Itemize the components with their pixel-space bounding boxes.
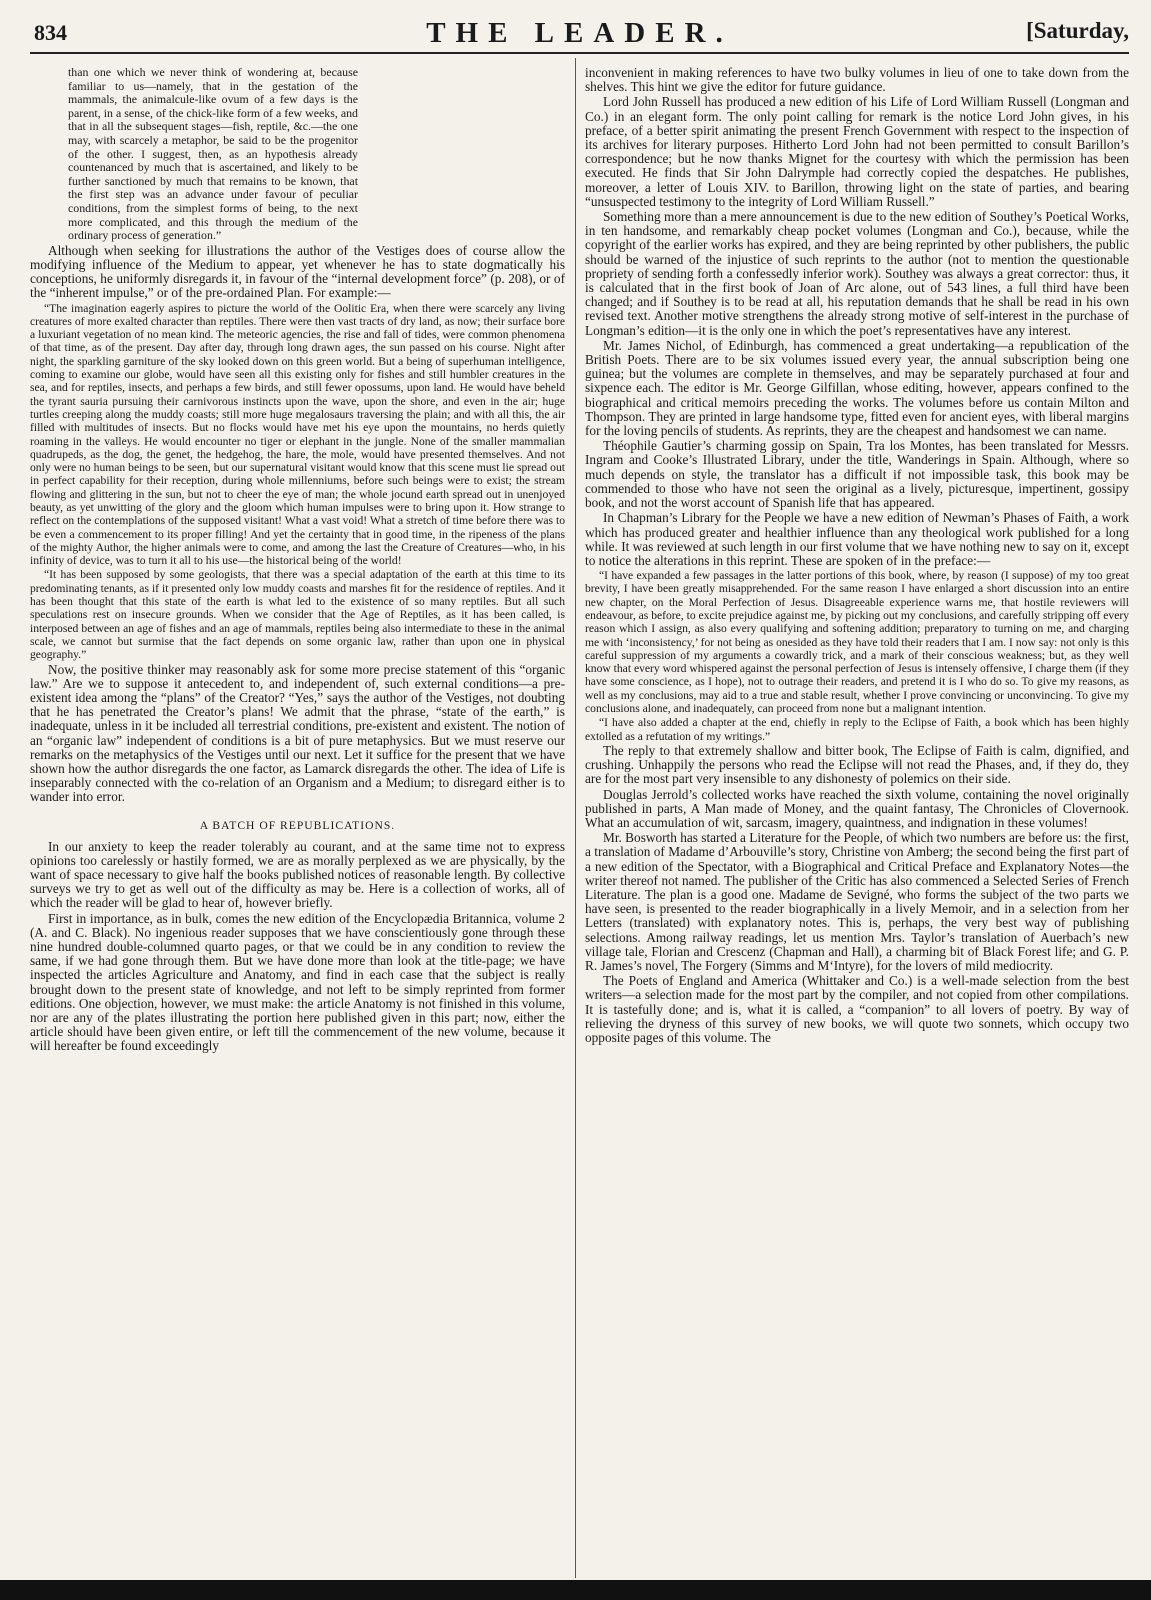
paragraph: The reply to that extremely shallow and bitter book, The Eclipse of Faith is calm, dignified, and crushing. Unhappily the persons who read the Eclipse will not read the Phases, and, if they do, they are for the most part very insensible to any dishonesty of polemics on their side. — [585, 742, 1129, 787]
paragraph: Mr. James Nichol, of Edinburgh, has commenced a great undertaking—a republication of the British Poets. There are to be six volumes issued every year, the annual subscription being one guinea; but the volumes are complete in themselves, and may be separately purchased at four and sixpence each. The editor is Mr. George Gilfillan, whose editing, however, appears confined to the biographical and critical memoirs preceding the works. The volumes before us contain Milton and Thompson. They are printed in large handsome type, fitted even for ancient eyes, with liberal margins for the loving pencils of students. As reprints, they are the cheapest and handsomest we can name. — [585, 337, 1129, 439]
paragraph: In our anxiety to keep the reader tolerably au courant, and at the same time not to express opinions too carelessly or hastily formed, we are as morally perplexed as we are physically, by the want of space necessary to give half the books published notices of reasonable length. By collective surveys we try to get as well out of the difficulty as may be. Here is a collection of works, all of which the reader will be glad to hear of, however briefly. — [30, 838, 565, 911]
paragraph: Théophile Gautier’s charming gossip on Spain, Tra los Montes, has been translated for Messrs. Ingram and Cooke’s Illustrated Library, under the title, Wanderings in Spain. Although, where so much depends on style, the translator has a difficult if not impossible task, this book may be commended to those who have not seen the original as a lively, picturesque, impertinent, gossipy book, and not the worst account of Spanish life that has appeared. — [585, 438, 1129, 511]
block-quote: “It has been supposed by some geologists, that there was a special adaptation of the earth at this time to its predominating tenants, as if it presented only low muddy coasts and marshes fit for the residence of reptiles. And it has been thought that this state of the earth is what led to the existence of so many reptiles. But all such speculations rest on insecure grounds. When we consider that the Age of Reptiles, as it has been called, is interposed between an age of fishes and an age of mammals, reptiles being also intermediate to these in the animal scale, we cannot but surmise that the fact depends on some organic law, rather than upon one in physical geography.” — [30, 568, 565, 662]
section-heading: A BATCH OF REPUBLICATIONS. — [199, 818, 396, 832]
paragraph: In Chapman’s Library for the People we have a new edition of Newman’s Phases of Faith, a work which has produced greater and healthier influence than any theological work published for a long while. It was reviewed at such length in our first volume that we have nothing new to say on it, except to notice the alterations in this reprint. These are spoken of in the preface:— — [585, 510, 1129, 568]
page-header — [30, 14, 1129, 48]
paragraph: Something more than a mere announcement is due to the new edition of Southey’s Poetical Works, in ten handsome, and remarkably cheap pocket volumes (Longman and Co.), because, while the copyright of the earlier works has expired, and they are being reprinted by other publishers, the public should be warned of the injustice of such reprints to the author (not to mention the questionable propriety of sending forth a confessedly inferior work). Southey was always a great corrector: thus, it is calculated that in the first book of Joan of Arc alone, out of 543 lines, a full third have been changed; and if Southey is to be read at all, his reputation demands that he shall be read in his own revised text. Another motive strengthens the already strong motive of self-interest in the purchase of Longman’s edition—it is the only one in which the poet’s representatives have any interest. — [585, 209, 1129, 338]
left-column — [30, 66, 565, 1578]
issue-day: [Saturday, — [1026, 18, 1129, 43]
scan-bottom-edge — [0, 1580, 1151, 1600]
paragraph: Douglas Jerrold’s collected works have reached the sixth volume, containing the novel originally published in parts, A Man made of Money, and the quaint fantasy, The Chronicles of Clovernook. What an accumulation of wit, sarcasm, imagery, quaintness, and indignation in these volumes! — [585, 786, 1129, 830]
right-column — [585, 66, 1129, 1578]
paragraph: First in importance, as in bulk, comes the new edition of the Encyclopædia Britannica, volume 2 (A. and C. Black). No ingenious reader supposes that we have conscientiously gone through these nine hundred double-columned quarto pages, or that we could be in any condition to review the same, if we had gone through them. But we have done more than look at the title-page; we have inspected the articles Agriculture and Anatomy, and find in each case that the subject is really brought down to the present state of knowledge, and not left to be simply reprinted from former editions. One objection, however, we must make: the article Anatomy is not finished in this volume, nor are any of the plates illustrating the portion here published given in this part; now, either the article should have been given entire, or left till the commencement of the new volume, because it will hereafter be found exceedingly — [30, 910, 565, 1054]
quote-continuation: than one which we never think of wondering at, because familiar to us—namely, that in the gestation of the mammals, the animalcule-like ovum of a few days is the parent, in a sense, of the chick-like form of a few weeks, and that in all the subsequent stages—fish, reptile, &c.—the one may, with scarcely a metaphor, be said to be the progenitor of the other. I suggest, then, as an hypothesis already countenanced by much that is ascertained, and likely to be further sanctioned by much that remains to be known, that the first step was an advance under favour of peculiar conditions, from the simplest forms of being, to the next more complicated, and this through the medium of the ordinary process of generation.” — [68, 66, 358, 243]
paragraph: Lord John Russell has produced a new edition of his Life of Lord William Russell (Longman and Co.) in an elegant form. The only point calling for remark is the notice Lord John gives, in his preface, of a better spirit animating the present French Government with respect to the inspection of its archives for literary purposes. Hitherto Lord John had not been permitted to consult Barillon’s correspondence; but he now thanks Mignet for the courtesy with which the permission has been executed. He finds that Sir John Dalrymple had correctly copied the despatches. He publishes, moreover, a letter of Louis XIV. to Barillon, throwing light on the state of parties, and bearing “unsuspected testimony to the integrity of Lord William Russell.” — [585, 94, 1129, 209]
paragraph: inconvenient in making references to have two bulky volumes in lieu of one to take down from the shelves. This hint we give the editor for future guidance. — [585, 66, 1129, 95]
paragraph: Mr. Bosworth has started a Literature for the People, of which two numbers are before us: the first, a translation of Madame d’Arbouville’s story, Christine von Amberg; the second being the first part of a new edition of the Spectator, with a Biographical and Critical Preface and Explanatory Notes—the writer thereof not named. The publisher of the Critic has also commenced a Selected Series of French Literature. The plan is a good one. Madame de Sevigné, who forms the subject of the two parts we have seen, is presented to the reader biographically in a lively Memoir, and in a selection from her Letters (translated) with explanatory notes. This is, perhaps, the very best way of publishing selections. Among railway readings, let us mention Mrs. Taylor’s translation of Auerbach’s new village tale, Florian and Crescenz (Chapman and Hall), a charming bit of Black Forest life; and G. P. R. James’s novel, The Forgery (Simms and M‘Intyre), for the lovers of mild mediocrity. — [585, 830, 1129, 974]
page-number: 834 — [34, 20, 67, 45]
block-quote: “The imagination eagerly aspires to picture the world of the Oolitic Era, when there were scarcely any living creatures of more exalted character than reptiles. There were then vast tracts of dry land, as now; their surface bore a luxuriant vegetation of no mean kind. The meteoric agencies, the rise and fall of tides, were common phenomena of that time, as of the present. Day after day, through long drawn ages, the sun passed on his course. Night after night, the sparkling garniture of the sky looked down on this green world. But a being of superhuman intelligence, coming to examine our globe, would have seen all this existing only for fishes and still humbler creatures in the sea, and for reptiles, insects, and perhaps a few birds, and still fewer opossums, upon land. He would have beheld the tyrant sauria pursuing their carnivorous instincts upon the wave, upon the shore, and even in the air; huge turtles creeping along the muddy coasts; still more huge megalosaurs traversing the plain; and with all this, the air filled with multitudes of insects. But no flocks would have met his eye upon the mountains, no herds quietly roaming in the valleys. He would encounter no tiger or elephant in the jungle. None of the smaller mammalian quadrupeds, as the dog, the genet, the hedgehog, the hare, the mole, would have presented themselves. And not only were no human beings to be seen, but our supernatural visitant would know that this scene must lie spread out in perfect capability for their reception, during whole millenniums, before such beings were to exist; the stream flowing and glittering in the sun, but not to cheer the eye of man; the whole jocund earth spread out in unenjoyed beauty, as yet unwitting of the glory and the gloom which human impulses were to bring upon it. How strange to reflect on the contemplations of the supposed visitant! What a vast void! What a stretch of time before there was to be even a commencement to its proper filling! And yet the certainty that in good time, in the ripeness of the plans of the mighty Author, the higher animals were to come, and among the last the Creature of Creatures—who, in his infinity of device, was to turn it all to his use—the historical being of the world! — [30, 301, 565, 568]
block-quote: “I have also added a chapter at the end, chiefly in reply to the Eclipse of Faith, a book which has been highly extolled as a refutation of my writings.” — [585, 716, 1129, 743]
paragraph: The Poets of England and America (Whittaker and Co.) is a well-made selection from the best writers—a selection made for the most part by the compiler, and not copied from other compilations. It is tastefully done; and is, what it is called, a “companion” to all lovers of poetry. By way of relieving the dryness of this survey of new books, we will quote two sonnets, which occupy two opposite pages of this volume. The — [585, 973, 1129, 1046]
header-rule — [30, 52, 1129, 54]
column-divider — [575, 58, 576, 1578]
paragraph: Now, the positive thinker may reasonably ask for some more precise statement of this “organic law.” Are we to suppose it antecedent to, and independent of, such external conditions—a pre-existent idea among the “plans” of the Creator? “Yes,” says the author of the Vestiges, not doubting that he has penetrated the Creator’s plans! We admit that the phrase, “state of the earth,” is inadequate, unless in it be included all terrestrial conditions, pre-existent and existent. The notion of an “organic law” independent of conditions is a bit of pure metaphysics. But we must reserve our remarks on the metaphysics of the Vestiges until our next. Let it suffice for the present that we have shown how the author disregards the one factor, as Lamarck disregards the other. The idea of Life is inseparably connected with the co-relation of an Organism and a Medium; to disregard either is to wander into error. — [30, 661, 565, 805]
masthead-title: THE LEADER. — [426, 17, 733, 49]
block-quote: “I have expanded a few passages in the latter portions of this book, where, by reason (I suppose) of my too great brevity, I have been greatly misapprehended. For the same reason I have enlarged a short discussion into an entire new chapter, on the Moral Perfection of Jesus. Disagreeable experience warns me, that hostile reviewers will endeavour, as before, to excite prejudice against me, by picking out my conclusions, and carefully stripping off every reason which I assign, as also every qualifying and softening addition; preparatory to turning on me, and charging me with ‘inconsistency,’ for not being as onesided as they have told their readers that I am. I now say: not only is this careful suppression of my arguments a cowardly trick, and a mark of their conscious weakness; but, as they well know that every word whispered against the personal perfection of Jesus is intensely offensive, I charge them (if they have some conscience, as I hope), not to outrage their readers, and pretend it is I who do so. To give my reasons, as well as my conclusions, may aid to a true and stable result, whether I prove convincing or unconvincing. To give my conclusions alone, and inadequately, can proceed from none but a malignant intention. — [585, 569, 1129, 716]
paragraph: Although when seeking for illustrations the author of the Vestiges does of course allow the modifying influence of the Medium to appear, yet whenever he has to state dogmatically his conceptions, he uniformly disregards it, in favour of the “internal development force” (p. 208), or of the “inherent impulse,” or of the pre-ordained Plan. For example:— — [30, 242, 565, 301]
